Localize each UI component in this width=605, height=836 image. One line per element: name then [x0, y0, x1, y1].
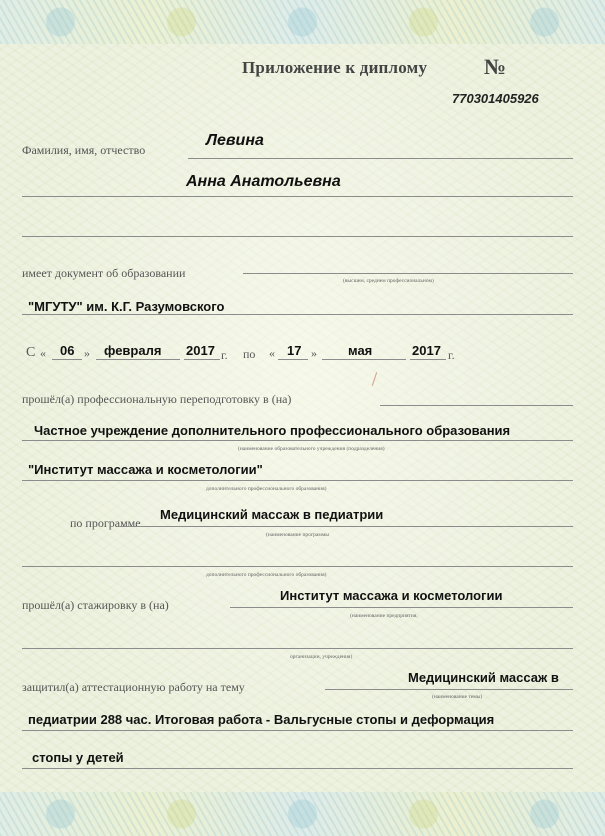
education-label: имеет документ об образовании — [22, 266, 186, 280]
retraining-org-line1: Частное учреждение дополнительного профессионального образования — [34, 423, 511, 438]
pen-mark — [372, 372, 377, 386]
thesis-line-1 — [325, 689, 573, 690]
retraining-org-line2: "Институт массажа и косметологии" — [28, 462, 263, 477]
to-day-line — [278, 359, 308, 360]
from-month-line — [96, 359, 180, 360]
internship-caption2: организации, учреждения) — [290, 654, 353, 660]
thesis-line-2 — [22, 730, 573, 731]
given-names-value: Анна Анатольевна — [186, 173, 341, 190]
to-month-value: мая — [348, 343, 373, 358]
from-month-value: февраля — [104, 343, 162, 358]
from-year-value: 2017 — [186, 343, 215, 358]
education-caption: (высшем, среднем профессиональном) — [343, 278, 434, 284]
period-to-prefix: по — [243, 347, 256, 361]
internship-line-2 — [22, 648, 573, 649]
from-day-value: 06 — [60, 343, 75, 358]
retraining-line-3 — [22, 480, 573, 481]
from-year-line — [184, 359, 220, 360]
decorative-border-bottom — [0, 792, 605, 836]
to-month-line — [322, 359, 406, 360]
thesis-line-3 — [22, 768, 573, 769]
program-caption: (наименование программы — [266, 532, 329, 538]
to-year-value: 2017 — [412, 343, 441, 358]
surname-value: Левина — [206, 132, 264, 149]
fio-line-2 — [22, 196, 573, 197]
quote-close-1: » — [84, 346, 90, 360]
from-day-line — [52, 359, 82, 360]
education-line-2 — [22, 314, 573, 315]
thesis-value-line3: стопы у детей — [32, 750, 124, 765]
retraining-caption1: (наименование образовательного учреждения (подразделения) — [238, 446, 385, 452]
program-value: Медицинский массаж в педиатрии — [160, 507, 384, 522]
internship-caption1: (наименование предприятия, — [350, 613, 418, 619]
thesis-value-line2: педиатрии 288 час. Итоговая работа - Вальгусные стопы и деформация — [28, 712, 495, 727]
internship-label: прошёл(а) стажировку в (на) — [22, 598, 169, 612]
institution-value: "МГУТУ" им. К.Г. Разумовского — [28, 299, 225, 314]
program-label: по программе — [70, 516, 141, 530]
thesis-label: защитил(а) аттестационную работу на тему — [22, 680, 245, 694]
number-sign: № — [484, 54, 507, 79]
to-year-line — [410, 359, 446, 360]
internship-value: Институт массажа и косметологии — [280, 588, 503, 603]
thesis-caption: (наименование темы) — [432, 694, 483, 700]
period-from-prefix: С — [26, 345, 36, 360]
retraining-line-2 — [22, 440, 573, 441]
retraining-caption2: дополнительного профессионального образования) — [206, 486, 327, 492]
document-number: 770301405926 — [452, 91, 539, 106]
quote-open-2: « — [269, 346, 275, 360]
quote-open-1: « — [40, 346, 46, 360]
quote-close-2: » — [311, 346, 317, 360]
year-suffix-2: г. — [448, 348, 455, 362]
retraining-label: прошёл(а) профессиональную переподготовку в (на) — [22, 392, 292, 406]
retraining-line-1 — [380, 405, 573, 406]
year-suffix-1: г. — [221, 348, 228, 362]
program-caption2: дополнительного профессионального образования) — [206, 572, 327, 578]
document-title: Приложение к диплому — [242, 58, 428, 77]
program-line-1 — [120, 526, 573, 527]
to-day-value: 17 — [287, 343, 302, 358]
program-line-2 — [22, 566, 573, 567]
internship-line-1 — [230, 607, 573, 608]
decorative-border-top — [0, 0, 605, 44]
education-line-1 — [243, 273, 573, 274]
fio-line-3 — [22, 236, 573, 237]
fio-line-1 — [188, 158, 573, 159]
thesis-value-line1: Медицинский массаж в — [408, 670, 559, 685]
fio-label: Фамилия, имя, отчество — [22, 143, 146, 157]
